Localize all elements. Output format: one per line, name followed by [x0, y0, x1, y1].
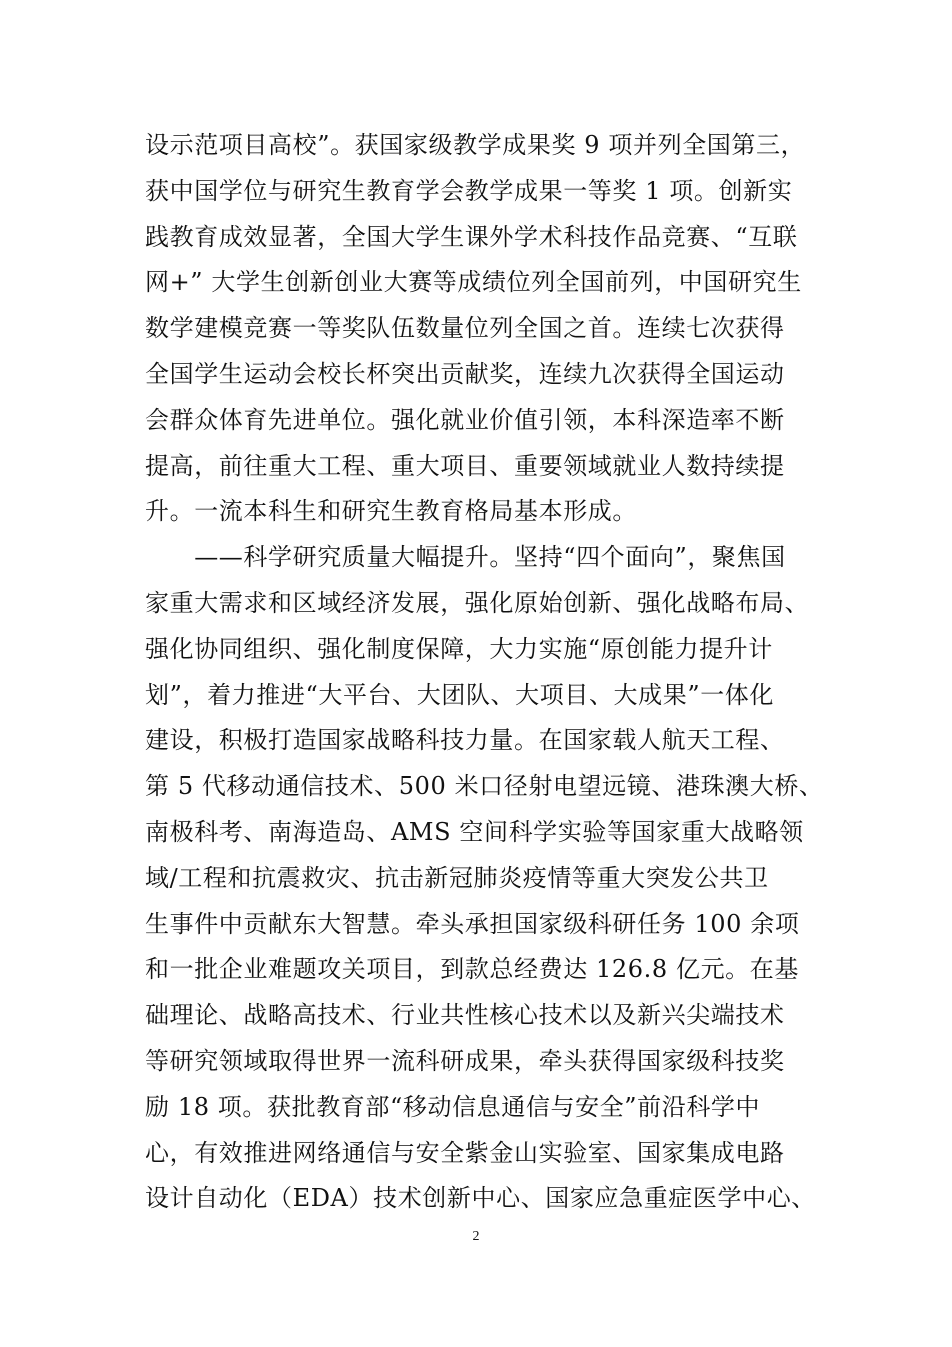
text-line: 生事件中贡献东大智慧。牵头承担国家级科研任务 100 余项 [145, 909, 800, 938]
text-line: 域/工程和抗震救灾、抗击新冠肺炎疫情等重大突发公共卫 [145, 863, 769, 892]
text-line: 网+” 大学生创新创业大赛等成绩位列全国前列，中国研究生 [145, 268, 802, 297]
text-line: 家重大需求和区域经济发展，强化原始创新、强化战略布局、 [145, 588, 810, 617]
text-line: 第 5 代移动通信技术、500 米口径射电望远镜、港珠澳大桥、 [145, 772, 824, 801]
text-line: 励 18 项。获批教育部“移动信息通信与安全”前沿科学中 [145, 1092, 761, 1121]
text-line: 全国学生运动会校长杯突出贡献奖，连续九次获得全国运动 [145, 359, 785, 388]
text-line: 础理论、战略高技术、行业共性核心技术以及新兴尖端技术 [145, 1001, 785, 1030]
text-line: 践教育成效显著，全国大学生课外学术科技作品竞赛、“互联 [145, 222, 798, 251]
text-line: 强化协同组织、强化制度保障，大力实施“原创能力提升计 [145, 634, 773, 663]
text-line: 南极科考、南海造岛、AMS 空间科学实验等国家重大战略领 [145, 817, 804, 846]
text-line: 提高，前往重大工程、重大项目、重要领域就业人数持续提 [145, 451, 785, 480]
text-line: 设示范项目高校”。获国家级教学成果奖 9 项并列全国第三， [145, 131, 806, 159]
text-line: 建设，积极打造国家战略科技力量。在国家载人航天工程、 [145, 726, 785, 755]
text-line: 获中国学位与研究生教育学会教学成果一等奖 1 项。创新实 [145, 176, 793, 205]
text-line: 升。一流本科生和研究生教育格局基本形成。 [145, 497, 637, 526]
text-line: 会群众体育先进单位。强化就业价值引领，本科深造率不断 [145, 405, 785, 434]
text-line: ——科学研究质量大幅提升。坚持“四个面向”，聚焦国 [145, 543, 786, 572]
text-line: 等研究领域取得世界一流科研成果，牵头获得国家级科技奖 [145, 1046, 785, 1075]
text-line: 划”，着力推进“大平台、大团队、大项目、大成果”一体化 [145, 680, 775, 709]
text-line: 心，有效推进网络通信与安全紫金山实验室、国家集成电路 [145, 1138, 785, 1167]
text-line: 数学建模竞赛一等奖队伍数量位列全国之首。连续七次获得 [145, 314, 785, 343]
text-line: 设计自动化（EDA）技术创新中心、国家应急重症医学中心、 [145, 1184, 816, 1213]
page-number: 2 [472, 1229, 480, 1244]
text-line: 和一批企业难题攻关项目，到款总经费达 126.8 亿元。在基 [145, 955, 799, 984]
body-text [145, 123, 824, 1222]
